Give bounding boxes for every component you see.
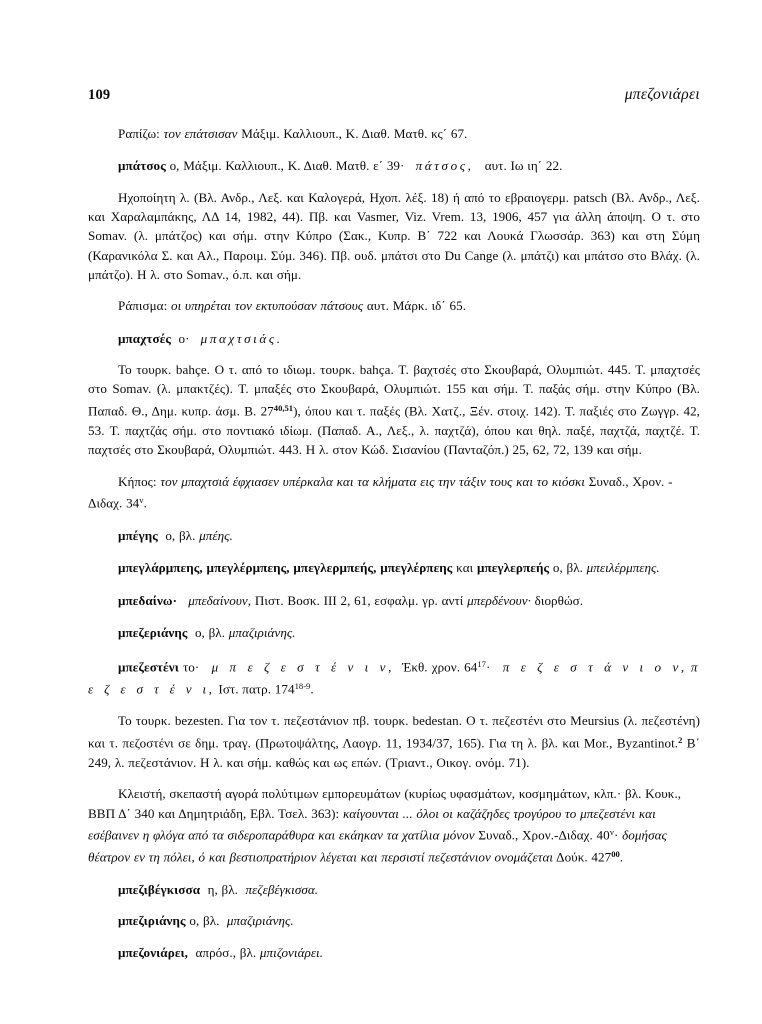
headword-gender-xref-lead: ο, βλ.: [552, 560, 583, 576]
entry-tail: διορθώσ.: [534, 592, 584, 608]
headword: μπέγης: [118, 527, 158, 543]
reference-superscript: 2: [678, 734, 683, 745]
entry-bpedaino: [88, 591, 700, 610]
entry-kipos-gloss: [88, 472, 700, 513]
entry-bpatsos-etymology: [88, 188, 700, 285]
definition-quote-2: δομήσας θέατρον εν τη πόλει, ό και βεστιοπρατήριον λέγεται και περσιστί πεζεστάνιον ονομάζεται: [88, 827, 667, 865]
definition-refs-1-superscript: v: [609, 826, 615, 837]
headword: μπεζονιάρει,: [118, 944, 189, 960]
headword-variant: μπαχτσιάς.: [200, 330, 283, 346]
entry-bpezoniarei: [88, 943, 700, 962]
gloss-refs: Συναδ., Χρον. - Διδαχ. 34: [88, 473, 673, 511]
running-head: [88, 86, 700, 106]
cross-reference: μπαζιριάνης.: [226, 913, 294, 929]
etymology-text: Ηχοποίητη λ. (Βλ. Ανδρ., Λεξ. και Καλογερά, Ηχοπ. λέξ. 18) ή από το εβραιογερμ. patsch (Βλ. Ανδρ., Λεξ. και Χαραλαμπάκης, ΛΔ 14, 1982, 44). Πβ. και Vasmer, Viz. Vrem. 13, 1906, 457 για άλλη άποψη. Ο τ. στο Somav. (λ. μπάτζος) και σήμ. στην Κύπρο (Σακ., Κυπρ. Β΄ 722 και Λουκά Γλωσσάρ. 363) και στη Σύμη (Καρανικόλα Σ. και Αλ., Παροιμ. Σύμ. 346). Πβ. ουδ. μπάτσι στο Du Cange (λ. μπάτζι) και μπάτσο στο Βλάχ. (λ. μπάτζο). Η λ. στο Somav., ό.π. και σήμ.: [88, 189, 700, 283]
headword: μπάτσος: [118, 158, 166, 174]
entry-bpezesteni-head: [88, 655, 700, 699]
headword: μπεζιριάνης: [118, 913, 186, 929]
entry-rapisma-gloss: [88, 296, 700, 315]
entry-bpezerianis: [88, 623, 700, 642]
entry-bpezirianis: [88, 911, 700, 930]
definition-refs-1-end: ·: [614, 827, 619, 843]
cross-reference: μπιζονιάρει.: [259, 944, 324, 960]
entry-ref-2-end: .: [310, 682, 314, 698]
headword-refs-1: Μάξιμ. Καλλιουπ., Κ. Διαθ. Ματθ. ε΄ 39·: [183, 158, 405, 174]
entry-refs: Πιστ. Βοσκ. III 2, 61, εσφαλμ. γρ. αντί: [254, 592, 464, 608]
definition-refs-2-end: .: [619, 849, 624, 865]
gloss-quote: τον μπαχτσιά έφχιασεν υπέρκαλα και τα κλήματα εις την τάξιν τους και το κιόσκι: [160, 473, 585, 489]
headword-gender-xref-lead: απρόσ., βλ.: [195, 944, 257, 960]
reference-superscript: 40,51: [273, 402, 294, 413]
cross-reference: μπέης.: [199, 527, 233, 543]
entry-bpatsos-head: [88, 156, 700, 175]
entry-correction: μπερδένουν·: [467, 592, 531, 608]
headword-gender-xref-lead: ο, βλ.: [194, 624, 226, 640]
definition-quote-1: καίγουνται ... όλοι οι καζάζηδες τρογύρου το μπεζεστένι και εσέβαινεν η φλόγα από τα σιδεροπαράθυρα και εκάηκαν τα χατίλια μόνον: [88, 805, 656, 843]
gloss-refs: Μάξιμ. Καλλιουπ., Κ. Διαθ. Ματθ. κς΄ 67.: [241, 126, 468, 141]
entry-ref-2: Ιστ. πατρ. 174: [218, 682, 295, 698]
entry-bpachtses-head: [88, 329, 700, 348]
headword-refs-2: αυτ. Ιω ιη΄ 22.: [484, 158, 563, 174]
headword: μπεδαίνω·: [118, 592, 178, 608]
entry-bpegis: [88, 526, 700, 545]
headword-gender-xref-lead: ο, βλ.: [165, 527, 196, 543]
definition-text: Κλειστή, σκεπαστή αγορά πολύτιμων εμπορευμάτων (κυρίως υφασμάτων, κοσμημάτων, κλπ.· βλ. Κουκ., ΒΒΠ Δ΄ 340 και Δημητριάδη, Εβλ. Τσελ. 363):: [88, 786, 682, 821]
folio-number: 109: [88, 87, 111, 103]
entry-bpachtses-body: [88, 360, 700, 459]
headword-group-1: μπεγλάρμπεης, μπεγλέρμπεης, μπεγλερμπεής, μπεγλέρπεης: [118, 560, 453, 576]
gloss-lead: Ράπισμα:: [118, 298, 168, 314]
gloss-quote: τον επάτσισαν: [163, 126, 238, 141]
headword-variant: πάτσος,: [415, 158, 474, 174]
headword-gender-xref-lead: ο, βλ.: [189, 913, 220, 929]
cross-reference: μπαζιριάνης.: [228, 624, 296, 640]
gloss-lead: Ραπίζω:: [118, 126, 160, 141]
headword-gender: το·: [182, 660, 200, 676]
headword: μπεζιβέγκισσα: [118, 882, 201, 897]
text-column: [88, 124, 700, 962]
entry-ref-1-end: ·: [485, 660, 491, 676]
gloss-refs-end: .: [143, 495, 147, 511]
headword-gender: ο,: [169, 158, 180, 174]
body-text-part1: Το τουρκ. bezesten. Για τον τ. πεζεστάνιον πβ. τουρκ. bedestan. Ο τ. πεζεστένι στο Meursius (λ. πεζεστένη) και τ. πεζοστένι σε δημ. τραγ. (Πρωτοψάλτης, Λαογρ. 11, 1934/37, 165). Για τη λ. βλ. και Mor., Byzantinot.: [88, 713, 700, 751]
headword-variant-3: π ε ζ ε σ τ έ ν ι,: [88, 660, 701, 698]
entry-bpezesteni-body: [88, 711, 700, 772]
gloss-quote: οι υπηρέται τον εκτυπούσαν πάτσους: [171, 298, 364, 314]
entry-ref-1-superscript: 17: [477, 659, 486, 670]
running-headword: μπεζονιάρει: [624, 86, 700, 103]
gloss-refs: αυτ. Μάρκ. ιδ΄ 65.: [366, 298, 467, 314]
definition-refs-2-superscript: 00: [611, 848, 620, 859]
entry-bpezibegkissa: [88, 880, 700, 899]
headword-group-2: μπεγλερπεής: [476, 560, 550, 576]
headword: μπεζεστένι: [118, 660, 179, 676]
entry-ref-1: Έκθ. χρον. 64: [402, 660, 478, 676]
gloss-refs-superscript: v: [139, 494, 144, 505]
body-text-part2: ), όπου και τ. παξές (Βλ. Χατζ., Ξέν. στοιχ. 142). Τ. παξιές στο Ζωγγρ. 42, 53. Τ. παχτζάς σήμ. στο ποντιακό ιδίωμ. (Παπαδ. Α., Λεξ., λ. παχτζά), όπου και θηλ. παξέ, παχτζά, παχτζέ. Τ. παχτσές στο Σκουβαρά, Ολυμπιώτ. 443. Η λ. στον Κώδ. Σισανίου (Πανταζόπ.) 25, 62, 72, 139 και σήμ.: [88, 403, 700, 458]
definition-refs-2: Δούκ. 427: [556, 849, 612, 865]
headword-conjunction: και: [456, 560, 474, 576]
headword-variant-1: μ π ε ζ ε σ τ έ ν ι ν,: [211, 660, 394, 676]
cross-reference: πεζεβέγκισσα.: [245, 882, 319, 897]
entry-ref-2-superscript: 18-9: [294, 681, 311, 692]
headword-variant-2: π ε ζ ε σ τ ά ν ι ο ν,: [502, 660, 687, 676]
headword: μπαχτσές: [118, 330, 172, 346]
headword-variant: μπεδαίνουν,: [188, 592, 252, 608]
entry-bpeglarbpeis: [88, 558, 700, 577]
headword-gender: ο·: [178, 330, 190, 346]
body-text-part2: Β΄ 249, λ. πεζεστάνιον. Η λ. και σήμ. καθώς και ως επών. (Τριαντ., Οικογ. ονόμ. 71).: [88, 735, 700, 770]
definition-refs-1: Συναδ., Χρον.-Διδαχ. 40: [478, 827, 610, 843]
cross-reference: μπειλέρμπεης.: [586, 560, 660, 576]
headword: μπεζεριάνης: [118, 624, 188, 640]
body-text-part1: Το τουρκ. bahçe. Ο τ. από το ιδιωμ. τουρκ. bahça. Τ. βαχτσές στο Σκουβαρά, Ολυμπιώτ. 445. Τ. μπαχτσές στο Somav. (λ. μπακτζές). Τ. μπαξές στο Σκουβαρά, Ολυμπιώτ. 155 και σήμ. Τ. παξάς σήμ. στην Κύπρο (Βλ. Παπαδ. Θ., Δημ. κυπρ. άσμ. Β. 27: [88, 362, 700, 419]
gloss-lead: Κήπος:: [118, 473, 157, 489]
entry-bpezesteni-definition: [88, 784, 700, 867]
entry-rapizo-gloss: [88, 124, 700, 143]
headword-gender-xref-lead: η, βλ.: [207, 882, 238, 897]
